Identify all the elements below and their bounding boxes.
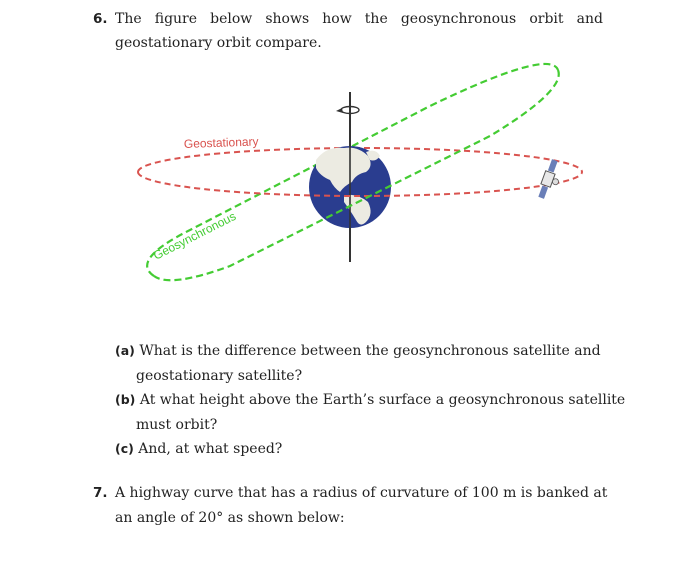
- question-6-number: 6.: [93, 11, 108, 27]
- question-7-number: 7.: [93, 485, 108, 501]
- part-c-line-1: [115, 440, 282, 458]
- word: geosynchronous: [400, 11, 517, 27]
- satellite-panel-bottom: [538, 185, 548, 198]
- part-a-line-1: [115, 342, 603, 360]
- word: how: [322, 11, 352, 27]
- satellite-body: [541, 171, 555, 188]
- geostationary-label: Geostationary: [183, 134, 259, 151]
- part-b-line-2: must orbit?: [136, 417, 218, 433]
- part-c-text: And, at what speed?: [138, 441, 283, 457]
- word: orbit: [529, 11, 564, 27]
- question-7-text-line-1: A highway curve that has a radius of curvature of 100 m is banked at: [115, 485, 608, 501]
- orbit-comparison-figure: [130, 62, 590, 282]
- question-6-text-line-1: [115, 10, 603, 28]
- word: below: [210, 11, 253, 27]
- satellite-panel-top: [548, 159, 558, 172]
- part-a-text: What is the difference between the geosynchronous satellite and: [139, 343, 601, 359]
- question-7-text-line-2: an angle of 20° as shown below:: [115, 510, 345, 526]
- question-6-text-line-2: geostationary orbit compare.: [115, 35, 322, 51]
- rotation-arrowhead-icon: [336, 108, 343, 113]
- part-a-line-2: geostationary satellite?: [136, 368, 303, 384]
- part-b-text: At what height above the Earth’s surface a geosynchronous satellite: [139, 392, 626, 408]
- word: the: [364, 11, 388, 27]
- word: figure: [154, 11, 198, 27]
- geosynchronous-label: Geosynchronous: [151, 209, 239, 263]
- part-a-label: (a): [115, 343, 135, 358]
- word: The: [115, 11, 142, 27]
- part-b-line-1: [115, 391, 626, 409]
- part-c-label: (c): [115, 441, 134, 456]
- word: and: [576, 11, 603, 27]
- satellite-icon: [536, 158, 565, 201]
- part-b-label: (b): [115, 392, 136, 407]
- word: shows: [265, 11, 310, 27]
